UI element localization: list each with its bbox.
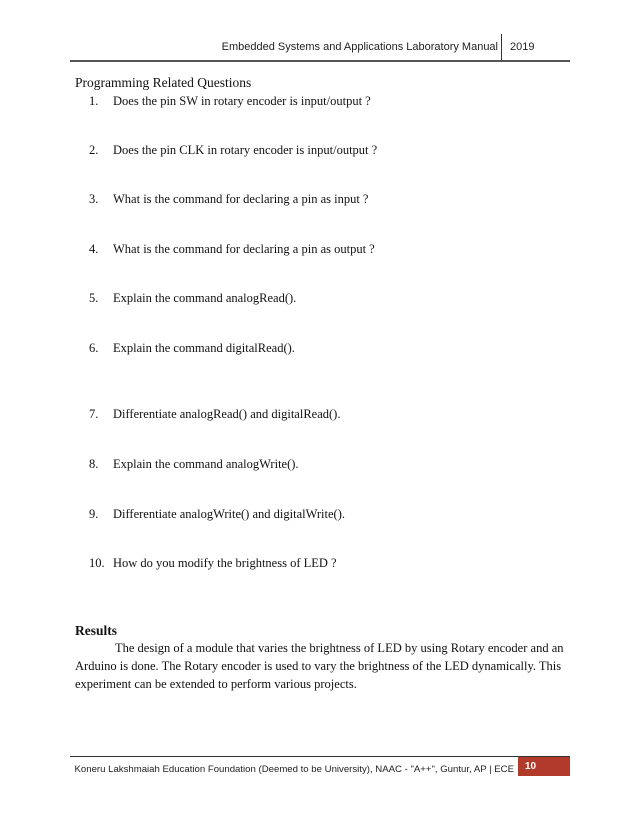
footer-text: Koneru Lakshmaiah Education Foundation (Deemed to be University), NAAC - "A++", Guntur, AP | ECE [74,764,514,775]
question-text: Does the pin CLK in rotary encoder is input/output ? [113,143,378,157]
question-item [89,94,371,109]
question-text: What is the command for declaring a pin as input ? [113,192,369,206]
question-number: 10. [89,556,105,570]
question-item [89,407,340,422]
footer-rule [70,756,570,757]
question-number: 7. [89,407,99,421]
header-divider [501,34,502,60]
question-text: Explain the command analogRead(). [113,291,297,305]
question-item [89,192,368,207]
question-text: Differentiate analogWrite() and digitalWrite(). [113,507,345,521]
question-item [89,556,337,571]
header-rule [70,60,570,62]
header-title: Embedded Systems and Applications Laboratory Manual [221,41,498,53]
question-number: 3. [89,192,99,206]
header-year: 2019 [510,41,535,53]
page-number-badge: 10 [518,757,570,776]
question-text: Differentiate analogRead() and digitalRead(). [113,407,341,421]
question-number: 1. [89,94,99,108]
question-item [89,457,299,472]
question-item [89,291,296,306]
question-number: 9. [89,507,99,521]
question-item [89,507,345,522]
question-number: 5. [89,291,99,305]
question-text: What is the command for declaring a pin as output ? [113,242,375,256]
question-item [89,242,375,257]
question-text: Explain the command digitalRead(). [113,341,295,355]
question-number: 8. [89,457,99,471]
results-heading: Results [75,623,118,638]
results-paragraph: The design of a module that varies the brightness of LED by using Rotary encoder and an Arduino is done. The Rotary encoder is used to vary the brightness of the LED dynamically. This experiment can be extended to perform various projects. [75,641,564,691]
question-number: 2. [89,143,99,157]
question-item [89,341,295,356]
question-text: How do you modify the brightness of LED ? [113,556,337,570]
question-number: 6. [89,341,99,355]
question-text: Does the pin SW in rotary encoder is input/output ? [113,94,371,108]
question-text: Explain the command analogWrite(). [113,457,299,471]
question-number: 4. [89,242,99,256]
question-item [89,143,377,158]
section-title: Programming Related Questions [75,75,252,90]
